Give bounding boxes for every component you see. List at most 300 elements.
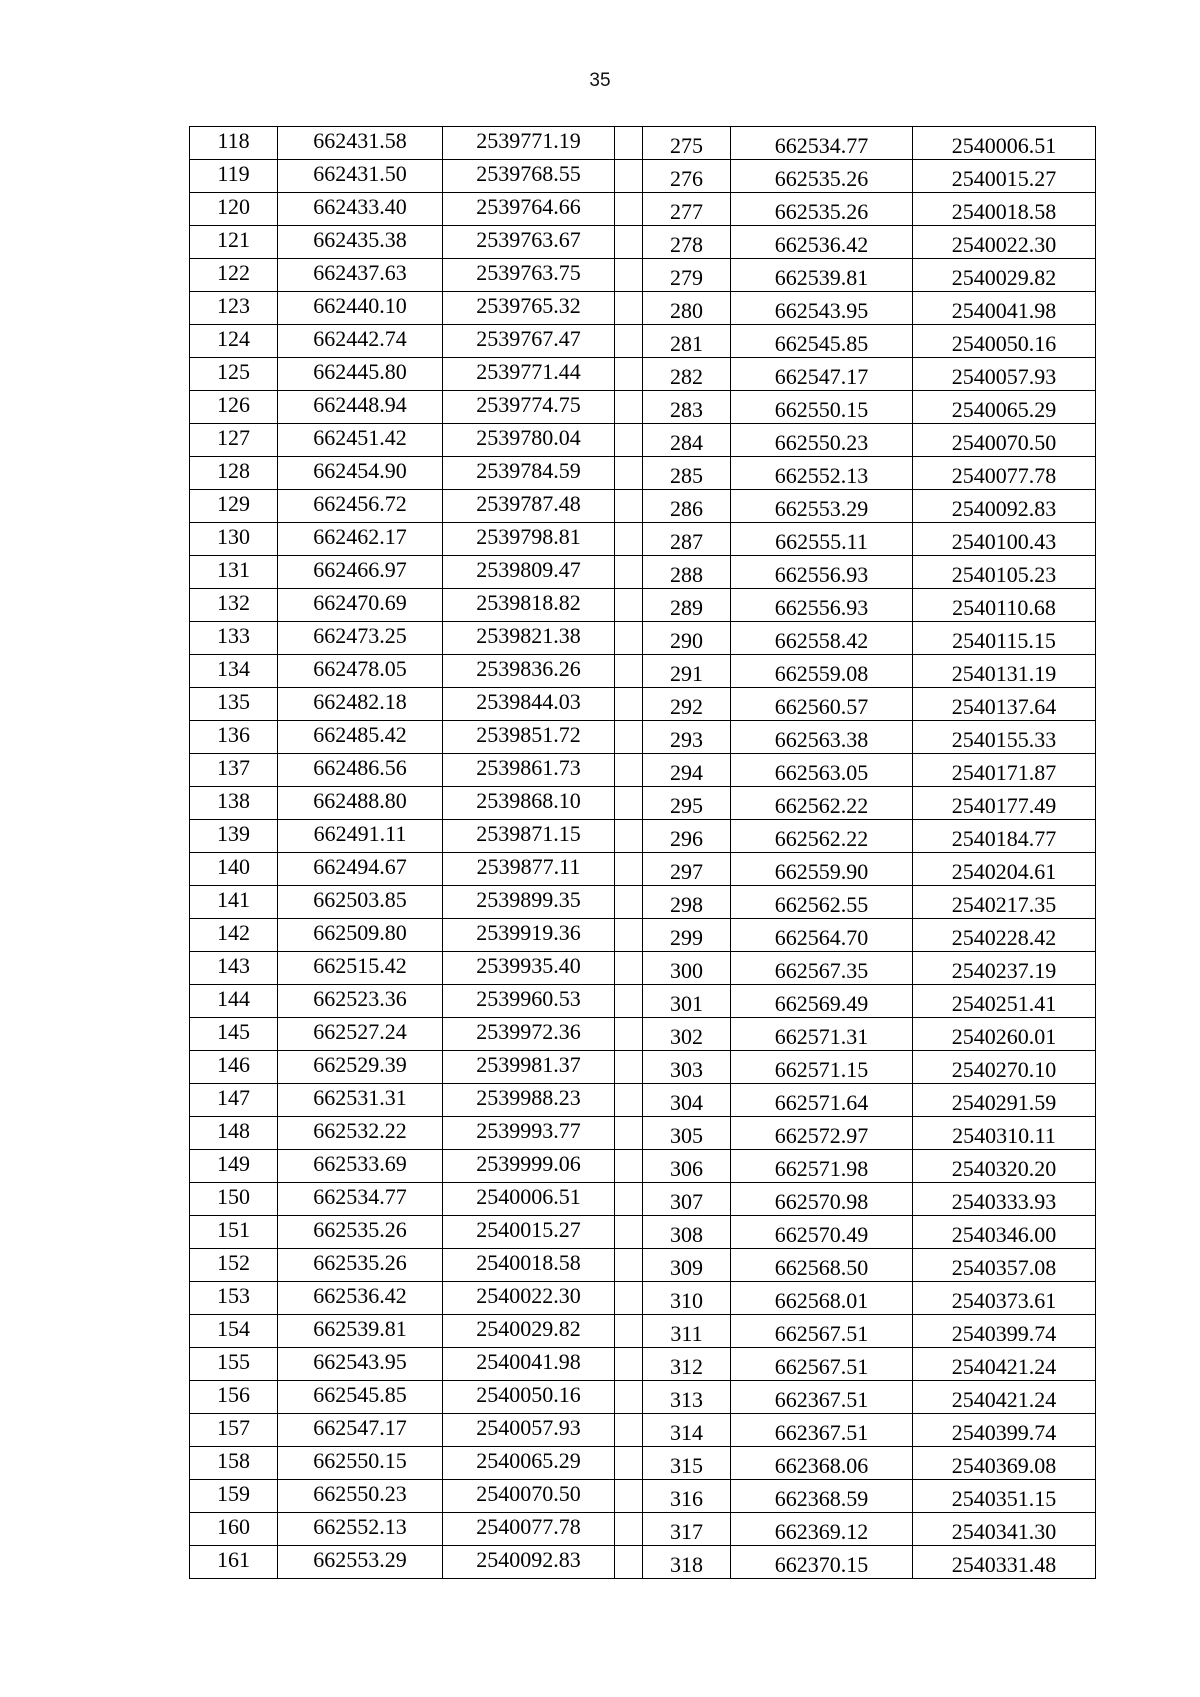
spacer-cell	[615, 226, 643, 259]
spacer-cell	[615, 556, 643, 589]
point-number-cell: 294	[643, 754, 731, 787]
y-coordinate-cell: 2540105.23	[913, 556, 1096, 589]
point-number-cell: 118	[190, 127, 278, 160]
y-coordinate-cell: 2540115.15	[913, 622, 1096, 655]
x-coordinate-cell: 662559.90	[731, 853, 913, 886]
y-coordinate-cell: 2540065.29	[443, 1447, 615, 1480]
y-coordinate-cell: 2539771.19	[443, 127, 615, 160]
x-coordinate-cell: 662485.42	[278, 721, 443, 754]
x-coordinate-cell: 662448.94	[278, 391, 443, 424]
spacer-cell	[615, 424, 643, 457]
x-coordinate-cell: 662535.26	[278, 1249, 443, 1282]
x-coordinate-cell: 662562.22	[731, 820, 913, 853]
point-number-cell: 131	[190, 556, 278, 589]
table-row	[190, 853, 1096, 886]
point-number-cell: 158	[190, 1447, 278, 1480]
x-coordinate-cell: 662545.85	[731, 325, 913, 358]
x-coordinate-cell: 662571.98	[731, 1150, 913, 1183]
x-coordinate-cell: 662550.15	[731, 391, 913, 424]
point-number-cell: 145	[190, 1018, 278, 1051]
x-coordinate-cell: 662473.25	[278, 622, 443, 655]
point-number-cell: 279	[643, 259, 731, 292]
table-row	[190, 820, 1096, 853]
point-number-cell: 288	[643, 556, 731, 589]
x-coordinate-cell: 662562.22	[731, 787, 913, 820]
spacer-cell	[615, 1249, 643, 1282]
spacer-cell	[615, 1051, 643, 1084]
spacer-cell	[615, 1381, 643, 1414]
y-coordinate-cell: 2539764.66	[443, 193, 615, 226]
spacer-cell	[615, 193, 643, 226]
y-coordinate-cell: 2539871.15	[443, 820, 615, 853]
spacer-cell	[615, 655, 643, 688]
spacer-cell	[615, 1480, 643, 1513]
y-coordinate-cell: 2539784.59	[443, 457, 615, 490]
point-number-cell: 139	[190, 820, 278, 853]
spacer-cell	[615, 622, 643, 655]
point-number-cell: 149	[190, 1150, 278, 1183]
x-coordinate-cell: 662431.50	[278, 160, 443, 193]
x-coordinate-cell: 662454.90	[278, 457, 443, 490]
y-coordinate-cell: 2540018.58	[913, 193, 1096, 226]
y-coordinate-cell: 2540018.58	[443, 1249, 615, 1282]
point-number-cell: 296	[643, 820, 731, 853]
y-coordinate-cell: 2540351.15	[913, 1480, 1096, 1513]
point-number-cell: 144	[190, 985, 278, 1018]
spacer-cell	[615, 820, 643, 853]
point-number-cell: 303	[643, 1051, 731, 1084]
table-row	[190, 1216, 1096, 1249]
table-row	[190, 523, 1096, 556]
x-coordinate-cell: 662534.77	[278, 1183, 443, 1216]
point-number-cell: 312	[643, 1348, 731, 1381]
point-number-cell: 315	[643, 1447, 731, 1480]
spacer-cell	[615, 688, 643, 721]
table-row	[190, 1084, 1096, 1117]
point-number-cell: 130	[190, 523, 278, 556]
point-number-cell: 277	[643, 193, 731, 226]
table-row	[190, 1117, 1096, 1150]
spacer-cell	[615, 127, 643, 160]
x-coordinate-cell: 662547.17	[278, 1414, 443, 1447]
y-coordinate-cell: 2540015.27	[913, 160, 1096, 193]
y-coordinate-cell: 2539935.40	[443, 952, 615, 985]
point-number-cell: 143	[190, 952, 278, 985]
spacer-cell	[615, 358, 643, 391]
x-coordinate-cell: 662568.50	[731, 1249, 913, 1282]
point-number-cell: 127	[190, 424, 278, 457]
table-row	[190, 1018, 1096, 1051]
x-coordinate-cell: 662534.77	[731, 127, 913, 160]
point-number-cell: 161	[190, 1546, 278, 1579]
point-number-cell: 300	[643, 952, 731, 985]
x-coordinate-cell: 662550.15	[278, 1447, 443, 1480]
y-coordinate-cell: 2539844.03	[443, 688, 615, 721]
point-number-cell: 306	[643, 1150, 731, 1183]
table-row	[190, 985, 1096, 1018]
table-row	[190, 1150, 1096, 1183]
y-coordinate-cell: 2540006.51	[913, 127, 1096, 160]
point-number-cell: 287	[643, 523, 731, 556]
y-coordinate-cell: 2540320.20	[913, 1150, 1096, 1183]
y-coordinate-cell: 2540421.24	[913, 1348, 1096, 1381]
x-coordinate-cell: 662570.98	[731, 1183, 913, 1216]
y-coordinate-cell: 2539851.72	[443, 721, 615, 754]
y-coordinate-cell: 2539960.53	[443, 985, 615, 1018]
x-coordinate-cell: 662466.97	[278, 556, 443, 589]
point-number-cell: 121	[190, 226, 278, 259]
table-row	[190, 325, 1096, 358]
table-row	[190, 1348, 1096, 1381]
table-row	[190, 1480, 1096, 1513]
spacer-cell	[615, 259, 643, 292]
spacer-cell	[615, 1546, 643, 1579]
point-number-cell: 141	[190, 886, 278, 919]
y-coordinate-cell: 2539818.82	[443, 589, 615, 622]
spacer-cell	[615, 985, 643, 1018]
y-coordinate-cell: 2540077.78	[443, 1513, 615, 1546]
point-number-cell: 152	[190, 1249, 278, 1282]
point-number-cell: 295	[643, 787, 731, 820]
y-coordinate-cell: 2539765.32	[443, 292, 615, 325]
y-coordinate-cell: 2540131.19	[913, 655, 1096, 688]
y-coordinate-cell: 2539861.73	[443, 754, 615, 787]
y-coordinate-cell: 2540155.33	[913, 721, 1096, 754]
x-coordinate-cell: 662535.26	[731, 160, 913, 193]
point-number-cell: 280	[643, 292, 731, 325]
point-number-cell: 285	[643, 457, 731, 490]
table-row	[190, 358, 1096, 391]
x-coordinate-cell: 662567.35	[731, 952, 913, 985]
y-coordinate-cell: 2540100.43	[913, 523, 1096, 556]
y-coordinate-cell: 2539771.44	[443, 358, 615, 391]
spacer-cell	[615, 1117, 643, 1150]
point-number-cell: 283	[643, 391, 731, 424]
point-number-cell: 157	[190, 1414, 278, 1447]
table-row	[190, 259, 1096, 292]
y-coordinate-cell: 2539763.75	[443, 259, 615, 292]
point-number-cell: 132	[190, 589, 278, 622]
x-coordinate-cell: 662482.18	[278, 688, 443, 721]
spacer-cell	[615, 1282, 643, 1315]
point-number-cell: 133	[190, 622, 278, 655]
y-coordinate-cell: 2540110.68	[913, 589, 1096, 622]
spacer-cell	[615, 1084, 643, 1117]
y-coordinate-cell: 2540041.98	[443, 1348, 615, 1381]
y-coordinate-cell: 2540341.30	[913, 1513, 1096, 1546]
y-coordinate-cell: 2540070.50	[913, 424, 1096, 457]
spacer-cell	[615, 160, 643, 193]
x-coordinate-cell: 662368.59	[731, 1480, 913, 1513]
point-number-cell: 150	[190, 1183, 278, 1216]
x-coordinate-cell: 662553.29	[731, 490, 913, 523]
x-coordinate-cell: 662527.24	[278, 1018, 443, 1051]
y-coordinate-cell: 2540373.61	[913, 1282, 1096, 1315]
x-coordinate-cell: 662445.80	[278, 358, 443, 391]
y-coordinate-cell: 2540015.27	[443, 1216, 615, 1249]
x-coordinate-cell: 662367.51	[731, 1381, 913, 1414]
table-row	[190, 193, 1096, 226]
y-coordinate-cell: 2540070.50	[443, 1480, 615, 1513]
coordinates-table	[189, 126, 1096, 1579]
y-coordinate-cell: 2540369.08	[913, 1447, 1096, 1480]
point-number-cell: 309	[643, 1249, 731, 1282]
table-row	[190, 622, 1096, 655]
x-coordinate-cell: 662367.51	[731, 1414, 913, 1447]
x-coordinate-cell: 662462.17	[278, 523, 443, 556]
point-number-cell: 286	[643, 490, 731, 523]
x-coordinate-cell: 662553.29	[278, 1546, 443, 1579]
x-coordinate-cell: 662556.93	[731, 556, 913, 589]
x-coordinate-cell: 662503.85	[278, 886, 443, 919]
table-row	[190, 457, 1096, 490]
point-number-cell: 289	[643, 589, 731, 622]
spacer-cell	[615, 787, 643, 820]
y-coordinate-cell: 2540022.30	[913, 226, 1096, 259]
x-coordinate-cell: 662550.23	[278, 1480, 443, 1513]
x-coordinate-cell: 662478.05	[278, 655, 443, 688]
point-number-cell: 137	[190, 754, 278, 787]
spacer-cell	[615, 952, 643, 985]
point-number-cell: 140	[190, 853, 278, 886]
x-coordinate-cell: 662545.85	[278, 1381, 443, 1414]
table-row	[190, 424, 1096, 457]
x-coordinate-cell: 662539.81	[278, 1315, 443, 1348]
point-number-cell: 278	[643, 226, 731, 259]
x-coordinate-cell: 662535.26	[278, 1216, 443, 1249]
point-number-cell: 302	[643, 1018, 731, 1051]
x-coordinate-cell: 662543.95	[731, 292, 913, 325]
x-coordinate-cell: 662543.95	[278, 1348, 443, 1381]
x-coordinate-cell: 662559.08	[731, 655, 913, 688]
table-row	[190, 589, 1096, 622]
x-coordinate-cell: 662368.06	[731, 1447, 913, 1480]
y-coordinate-cell: 2540137.64	[913, 688, 1096, 721]
y-coordinate-cell: 2539809.47	[443, 556, 615, 589]
x-coordinate-cell: 662488.80	[278, 787, 443, 820]
y-coordinate-cell: 2540260.01	[913, 1018, 1096, 1051]
x-coordinate-cell: 662555.11	[731, 523, 913, 556]
spacer-cell	[615, 853, 643, 886]
spacer-cell	[615, 523, 643, 556]
x-coordinate-cell: 662563.38	[731, 721, 913, 754]
table-row	[190, 226, 1096, 259]
x-coordinate-cell: 662535.26	[731, 193, 913, 226]
point-number-cell: 134	[190, 655, 278, 688]
spacer-cell	[615, 1513, 643, 1546]
x-coordinate-cell: 662567.51	[731, 1348, 913, 1381]
y-coordinate-cell: 2539877.11	[443, 853, 615, 886]
table-row	[190, 688, 1096, 721]
y-coordinate-cell: 2540171.87	[913, 754, 1096, 787]
y-coordinate-cell: 2540077.78	[913, 457, 1096, 490]
point-number-cell: 148	[190, 1117, 278, 1150]
x-coordinate-cell: 662569.49	[731, 985, 913, 1018]
y-coordinate-cell: 2539981.37	[443, 1051, 615, 1084]
y-coordinate-cell: 2540357.08	[913, 1249, 1096, 1282]
table-row	[190, 787, 1096, 820]
x-coordinate-cell: 662451.42	[278, 424, 443, 457]
y-coordinate-cell: 2540251.41	[913, 985, 1096, 1018]
y-coordinate-cell: 2540057.93	[443, 1414, 615, 1447]
spacer-cell	[615, 1183, 643, 1216]
x-coordinate-cell: 662560.57	[731, 688, 913, 721]
y-coordinate-cell: 2540399.74	[913, 1315, 1096, 1348]
point-number-cell: 123	[190, 292, 278, 325]
point-number-cell: 308	[643, 1216, 731, 1249]
x-coordinate-cell: 662442.74	[278, 325, 443, 358]
point-number-cell: 147	[190, 1084, 278, 1117]
point-number-cell: 128	[190, 457, 278, 490]
x-coordinate-cell: 662486.56	[278, 754, 443, 787]
y-coordinate-cell: 2539780.04	[443, 424, 615, 457]
table-row	[190, 1315, 1096, 1348]
x-coordinate-cell: 662533.69	[278, 1150, 443, 1183]
point-number-cell: 146	[190, 1051, 278, 1084]
y-coordinate-cell: 2540041.98	[913, 292, 1096, 325]
x-coordinate-cell: 662431.58	[278, 127, 443, 160]
point-number-cell: 305	[643, 1117, 731, 1150]
point-number-cell: 301	[643, 985, 731, 1018]
point-number-cell: 126	[190, 391, 278, 424]
table-row	[190, 1414, 1096, 1447]
spacer-cell	[615, 1348, 643, 1381]
point-number-cell: 160	[190, 1513, 278, 1546]
table-row	[190, 1447, 1096, 1480]
point-number-cell: 159	[190, 1480, 278, 1513]
spacer-cell	[615, 1216, 643, 1249]
x-coordinate-cell: 662547.17	[731, 358, 913, 391]
y-coordinate-cell: 2539988.23	[443, 1084, 615, 1117]
point-number-cell: 311	[643, 1315, 731, 1348]
y-coordinate-cell: 2540270.10	[913, 1051, 1096, 1084]
y-coordinate-cell: 2540177.49	[913, 787, 1096, 820]
x-coordinate-cell: 662491.11	[278, 820, 443, 853]
point-number-cell: 275	[643, 127, 731, 160]
point-number-cell: 125	[190, 358, 278, 391]
y-coordinate-cell: 2540029.82	[443, 1315, 615, 1348]
y-coordinate-cell: 2540092.83	[913, 490, 1096, 523]
table-row	[190, 886, 1096, 919]
x-coordinate-cell: 662562.55	[731, 886, 913, 919]
point-number-cell: 138	[190, 787, 278, 820]
x-coordinate-cell: 662437.63	[278, 259, 443, 292]
x-coordinate-cell: 662509.80	[278, 919, 443, 952]
y-coordinate-cell: 2539821.38	[443, 622, 615, 655]
x-coordinate-cell: 662571.64	[731, 1084, 913, 1117]
y-coordinate-cell: 2540310.11	[913, 1117, 1096, 1150]
y-coordinate-cell: 2540228.42	[913, 919, 1096, 952]
y-coordinate-cell: 2540204.61	[913, 853, 1096, 886]
table-row	[190, 1051, 1096, 1084]
x-coordinate-cell: 662571.31	[731, 1018, 913, 1051]
x-coordinate-cell: 662515.42	[278, 952, 443, 985]
y-coordinate-cell: 2539919.36	[443, 919, 615, 952]
x-coordinate-cell: 662564.70	[731, 919, 913, 952]
y-coordinate-cell: 2540065.29	[913, 391, 1096, 424]
table-row	[190, 919, 1096, 952]
point-number-cell: 135	[190, 688, 278, 721]
x-coordinate-cell: 662532.22	[278, 1117, 443, 1150]
point-number-cell: 122	[190, 259, 278, 292]
point-number-cell: 317	[643, 1513, 731, 1546]
point-number-cell: 276	[643, 160, 731, 193]
point-number-cell: 124	[190, 325, 278, 358]
x-coordinate-cell: 662369.12	[731, 1513, 913, 1546]
y-coordinate-cell: 2540022.30	[443, 1282, 615, 1315]
point-number-cell: 298	[643, 886, 731, 919]
point-number-cell: 281	[643, 325, 731, 358]
y-coordinate-cell: 2540050.16	[443, 1381, 615, 1414]
x-coordinate-cell: 662556.93	[731, 589, 913, 622]
point-number-cell: 155	[190, 1348, 278, 1381]
spacer-cell	[615, 1447, 643, 1480]
x-coordinate-cell: 662470.69	[278, 589, 443, 622]
spacer-cell	[615, 754, 643, 787]
point-number-cell: 292	[643, 688, 731, 721]
x-coordinate-cell: 662536.42	[278, 1282, 443, 1315]
x-coordinate-cell: 662523.36	[278, 985, 443, 1018]
x-coordinate-cell: 662572.97	[731, 1117, 913, 1150]
y-coordinate-cell: 2539899.35	[443, 886, 615, 919]
point-number-cell: 318	[643, 1546, 731, 1579]
y-coordinate-cell: 2540029.82	[913, 259, 1096, 292]
y-coordinate-cell: 2539763.67	[443, 226, 615, 259]
table-row	[190, 127, 1096, 160]
point-number-cell: 120	[190, 193, 278, 226]
point-number-cell: 154	[190, 1315, 278, 1348]
point-number-cell: 119	[190, 160, 278, 193]
point-number-cell: 151	[190, 1216, 278, 1249]
table-row	[190, 1282, 1096, 1315]
page-number: 35	[589, 70, 611, 91]
x-coordinate-cell: 662433.40	[278, 193, 443, 226]
y-coordinate-cell: 2540291.59	[913, 1084, 1096, 1117]
point-number-cell: 304	[643, 1084, 731, 1117]
point-number-cell: 293	[643, 721, 731, 754]
y-coordinate-cell: 2540057.93	[913, 358, 1096, 391]
table-row	[190, 1381, 1096, 1414]
point-number-cell: 156	[190, 1381, 278, 1414]
spacer-cell	[615, 391, 643, 424]
y-coordinate-cell: 2540399.74	[913, 1414, 1096, 1447]
x-coordinate-cell: 662567.51	[731, 1315, 913, 1348]
point-number-cell: 153	[190, 1282, 278, 1315]
point-number-cell: 307	[643, 1183, 731, 1216]
point-number-cell: 284	[643, 424, 731, 457]
table-row	[190, 721, 1096, 754]
x-coordinate-cell: 662456.72	[278, 490, 443, 523]
y-coordinate-cell: 2539993.77	[443, 1117, 615, 1150]
y-coordinate-cell: 2539774.75	[443, 391, 615, 424]
spacer-cell	[615, 1414, 643, 1447]
x-coordinate-cell: 662563.05	[731, 754, 913, 787]
y-coordinate-cell: 2540184.77	[913, 820, 1096, 853]
table-row	[190, 754, 1096, 787]
point-number-cell: 316	[643, 1480, 731, 1513]
point-number-cell: 299	[643, 919, 731, 952]
spacer-cell	[615, 1150, 643, 1183]
x-coordinate-cell: 662570.49	[731, 1216, 913, 1249]
y-coordinate-cell: 2540092.83	[443, 1546, 615, 1579]
x-coordinate-cell: 662494.67	[278, 853, 443, 886]
y-coordinate-cell: 2540217.35	[913, 886, 1096, 919]
y-coordinate-cell: 2540006.51	[443, 1183, 615, 1216]
table-row	[190, 1513, 1096, 1546]
table-row	[190, 1546, 1096, 1579]
point-number-cell: 297	[643, 853, 731, 886]
table-row	[190, 1249, 1096, 1282]
